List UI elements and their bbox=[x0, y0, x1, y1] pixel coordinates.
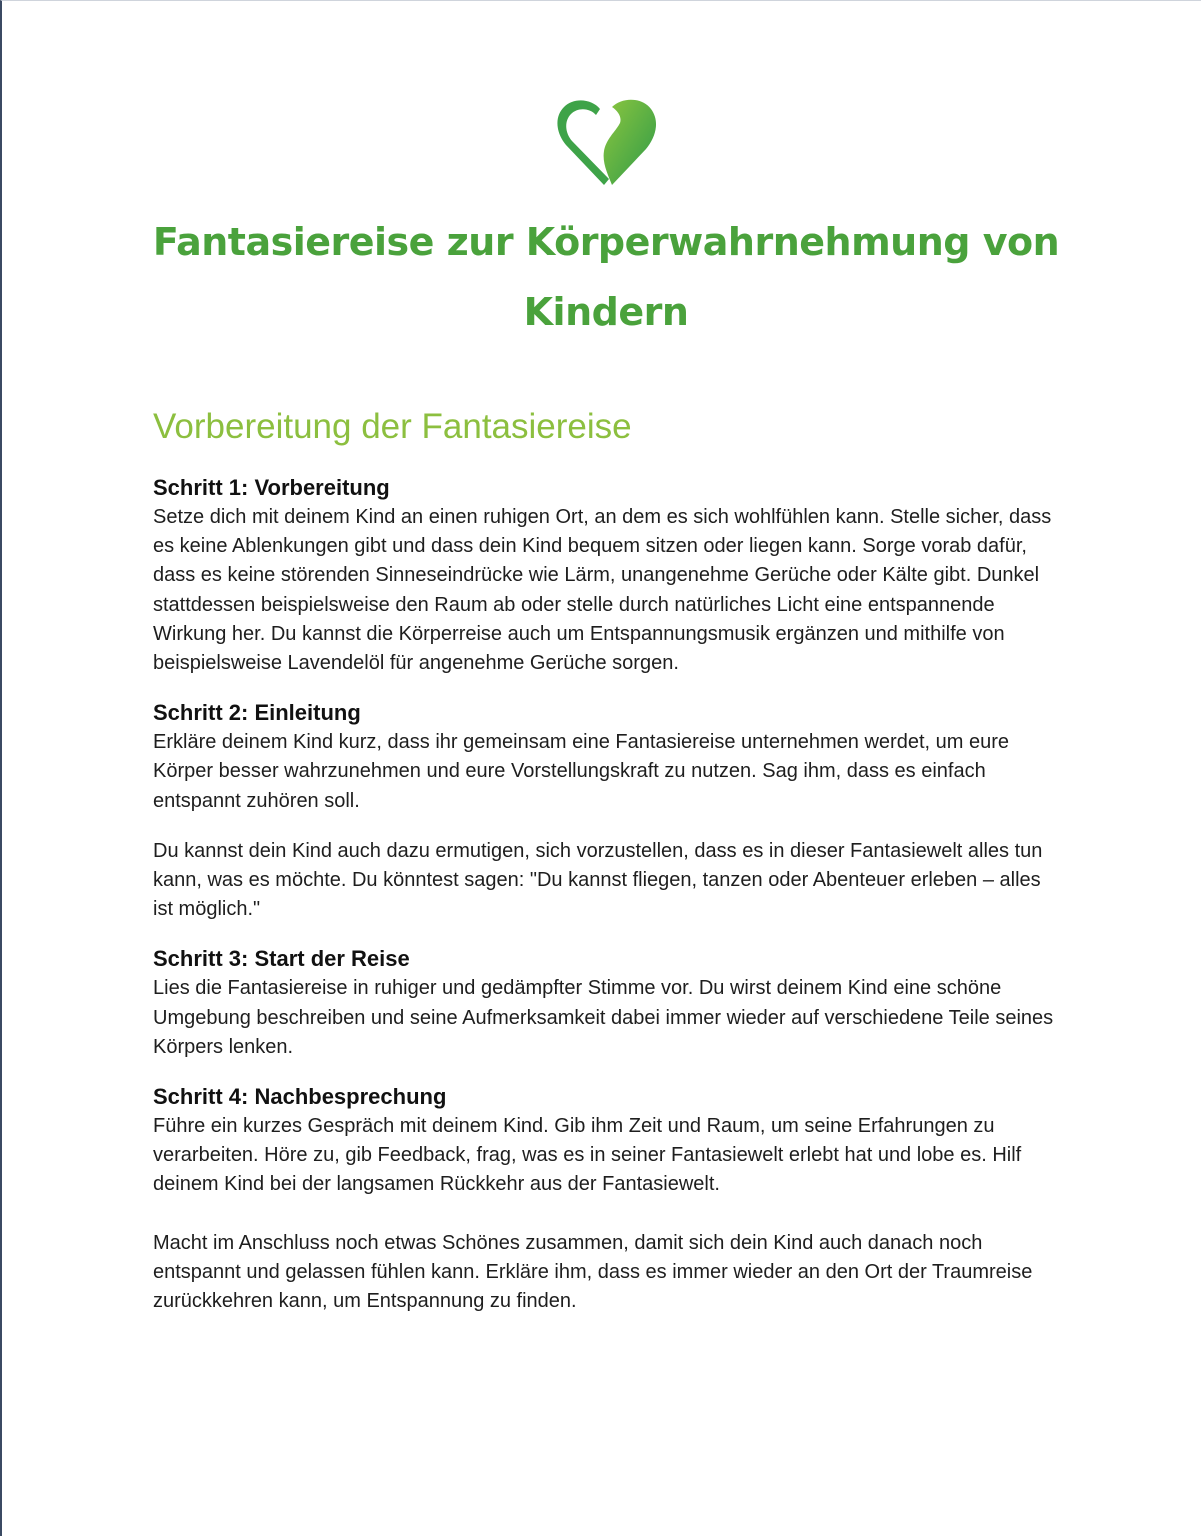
page-title: Fantasiereise zur Körperwahrnehmung von Kindern bbox=[152, 220, 1060, 334]
step-paragraph: Du kannst dein Kind auch dazu ermutigen, sich vorzustellen, dass es in dieser Fantasiewelt alles tun kann, was es möchte. Du könntest sagen: "Du kannst fliegen, tanzen oder Abenteuer erleben – alles ist möglich." bbox=[153, 839, 1043, 921]
step-paragraph: Setze dich mit deinem Kind an einen ruhigen Ort, an dem es sich wohlfühlen kann. Stelle sicher, dass es keine Ablenkungen gibt und dass dein Kind bequem sitzen oder liegen kann. Sorge vorab dafür, dass es keine störenden Sinneseindrücke wie Lärm, unangenehme Gerüche oder Kälte gibt. Dunkel stattdessen beispielsweise den Raum ab oder stelle durch natürliches Licht eine entspannende Wirkung her. Du kannst die Körperreise auch um Entspannungsmusik ergänzen und mithilfe von beispielsweise Lavendelöl für angenehme Gerüche sorgen. bbox=[153, 506, 1052, 675]
step-title: Schritt 3: Start der Reise bbox=[153, 946, 410, 972]
step-paragraph: Führe ein kurzes Gespräch mit deinem Kind. Gib ihm Zeit und Raum, um seine Erfahrungen zu verarbeiten. Höre zu, gib Feedback, frag, was es in seiner Fantasiewelt erlebt hat und lobe es. Hilf deinem Kind bei der langsamen Rückkehr aus der Fantasiewelt. bbox=[153, 1115, 1022, 1196]
step-paragraph: Erkläre deinem Kind kurz, dass ihr gemeinsam eine Fantasiereise unternehmen werdet, um eure Körper besser wahrzunehmen und eure Vorstellungskraft zu nutzen. Sag ihm, dass es einfach entspannt zuhören soll. bbox=[153, 731, 1009, 812]
section-heading: Vorbereitung der Fantasiereise bbox=[153, 407, 632, 446]
step-title: Schritt 4: Nachbesprechung bbox=[153, 1084, 447, 1110]
step-2 bbox=[153, 698, 1063, 924]
steps-content bbox=[153, 473, 1063, 1316]
step-1 bbox=[153, 473, 1063, 678]
step-title: Schritt 2: Einleitung bbox=[153, 700, 361, 726]
step-4 bbox=[153, 1082, 1063, 1316]
step-3 bbox=[153, 944, 1063, 1062]
step-title: Schritt 1: Vorbereitung bbox=[153, 475, 390, 500]
heart-leaf-icon bbox=[554, 95, 658, 189]
step-paragraph: Lies die Fantasiereise in ruhiger und gedämpfter Stimme vor. Du wirst deinem Kind eine schöne Umgebung beschreiben und seine Aufmerksamkeit dabei immer wieder auf verschiedene Teile seines Körpers lenken. bbox=[153, 977, 1054, 1058]
step-paragraph: Macht im Anschluss noch etwas Schönes zusammen, damit sich dein Kind auch danach noch entspannt und gelassen fühlen kann. Erkläre ihm, dass es immer wieder an den Ort der Traumreise zurückkehren kann, um Entspannung zu finden. bbox=[153, 1231, 1033, 1313]
